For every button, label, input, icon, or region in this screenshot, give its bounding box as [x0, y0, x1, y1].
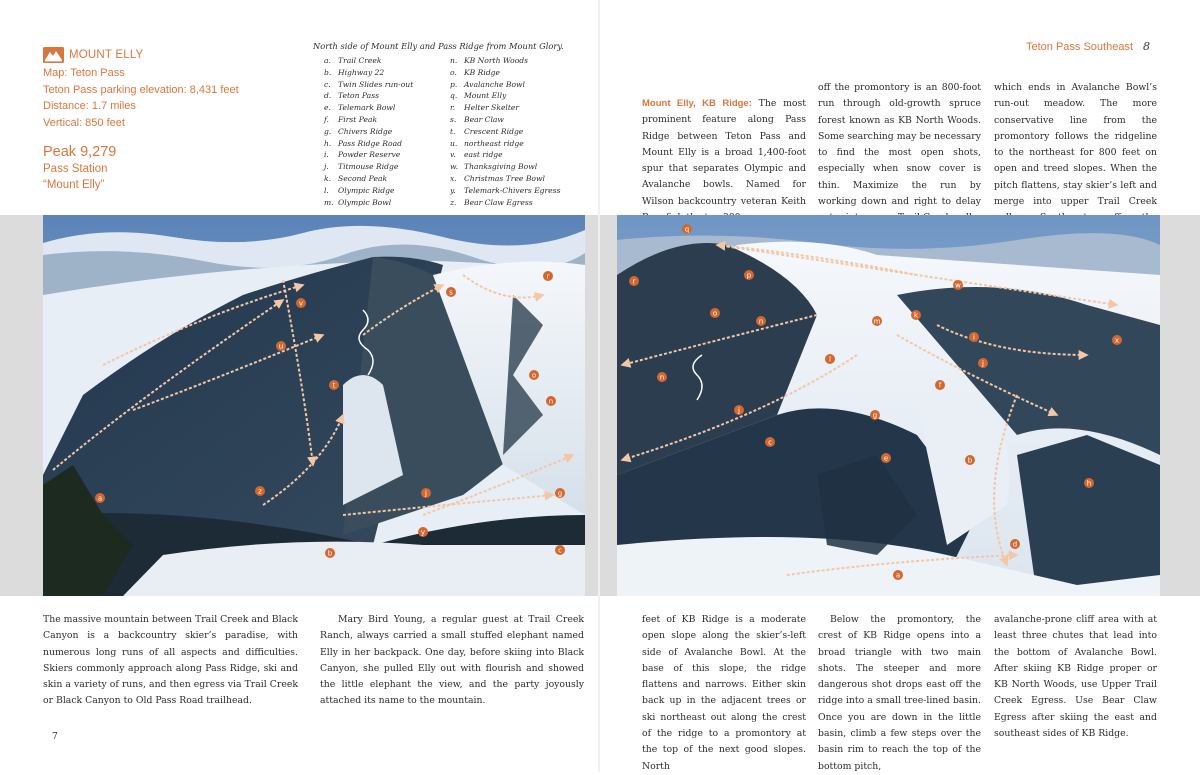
legend-label: east ridge [464, 150, 503, 160]
marker-label: o [531, 371, 537, 380]
text-paragraph: Mary Bird Young, a regular guest at Trail Creek Ranch, always carried a small stuffed elephant named Elly in her backpack. One day, before skiing into Black Canyon, she pulled Elly out with flourish and showed the little elephant the view, and the party joyously attached its name to the mountain. [320, 614, 584, 707]
route-info-sidebar [43, 47, 303, 193]
legend-key: m. [324, 197, 334, 207]
legend-key: p. [450, 79, 458, 89]
parking-elevation: Teton Pass parking elevation: 8,431 feet [43, 83, 239, 96]
marker-label: b [327, 549, 333, 558]
marker-label: l [829, 355, 831, 364]
marker-label: d [1012, 540, 1018, 549]
text-paragraph: avalanche-prone cliff area with at least three chutes that lead into the bottom of Avalanche Bowl. After skiing KB Ridge proper or KB North Woods, use Upper Trail Creek Egress. Use Bear Claw Egress after skiing the east and southeast sides of KB Ridge. [994, 614, 1157, 740]
marker-label: k [913, 311, 919, 320]
legend-key: c. [324, 79, 331, 89]
legend-label: Avalanche Bowl [464, 79, 525, 89]
legend-item [439, 102, 565, 114]
legend-label: Powder Reserve [338, 150, 401, 160]
marker-label: m [873, 317, 881, 326]
page-number-left: 7 [52, 732, 58, 742]
book-spine [598, 0, 600, 772]
marker-label: p [746, 271, 752, 280]
marker-label: w [955, 281, 961, 290]
text-paragraph: feet of KB Ridge is a moderate open slope along the skier’s-left side of Avalanche Bowl. At the base of this slope, the ridge flattens and narrows. Either skin back up in the adjacent trees or ski northeast out along the crest of the ridge to a promontory at the top of the next good slopes. North [642, 614, 806, 772]
legend-item [439, 173, 565, 185]
legend-key: r. [450, 103, 456, 113]
peak-subtitle-1: Pass Station [43, 163, 108, 175]
legend-label: Titmouse Ridge [338, 162, 399, 172]
text-column-top-2 [818, 80, 981, 227]
legend-key: q. [450, 91, 458, 101]
legend-key: s. [450, 114, 457, 124]
marker-label: h [1086, 479, 1092, 488]
legend-label: Bear Claw Egress [464, 197, 533, 207]
legend-item [313, 185, 439, 197]
legend-label: Telemark Bowl [338, 103, 396, 113]
legend-item [313, 102, 439, 114]
legend-key: o. [450, 67, 457, 77]
text-column-bottom-3 [994, 612, 1157, 742]
text-column-bottom-2 [818, 612, 981, 775]
legend-key: f. [324, 114, 329, 124]
marker-label: i [973, 333, 975, 342]
legend-key: x. [450, 173, 457, 183]
legend-key: t. [450, 126, 456, 136]
marker-label: n [758, 317, 764, 326]
marker-label: g [557, 489, 563, 498]
legend-key: g. [324, 126, 332, 136]
legend-item [439, 79, 565, 91]
marker-label: r [546, 272, 550, 281]
legend-key: j. [324, 162, 329, 172]
legend-label: Christmas Tree Bowl [464, 173, 545, 183]
text-column-left-1 [43, 612, 298, 710]
legend-column-2 [439, 55, 565, 208]
photo-north-side-mount-elly [43, 215, 585, 596]
legend-item [313, 149, 439, 161]
legend-label: Olympic Bowl [338, 197, 392, 207]
legend-item [313, 90, 439, 102]
legend-label: Highway 22 [338, 67, 385, 77]
legend-item [313, 161, 439, 173]
peak-name: Peak 9,279 [43, 144, 117, 160]
marker-label: b [967, 456, 973, 465]
peak-subtitle-2: “Mount Elly” [43, 179, 105, 191]
legend-item [313, 67, 439, 79]
legend-item [313, 114, 439, 126]
legend-label: Thanksgiving Bowl [464, 162, 538, 172]
legend-label: Chivers Ridge [338, 126, 393, 136]
legend-label: Second Peak [338, 173, 388, 183]
marker-label: n [659, 373, 665, 382]
legend-key: v. [450, 150, 456, 160]
legend-item [439, 197, 565, 209]
legend-key: z. [450, 197, 457, 207]
legend-item [439, 138, 565, 150]
marker-label: c [768, 438, 772, 447]
map-reference: Map: Teton Pass [43, 67, 125, 79]
legend-label: northeast ridge [464, 138, 524, 148]
mountain-logo-icon [43, 47, 64, 63]
page-number-right: 8 [1143, 40, 1150, 53]
legend-key: e. [324, 103, 331, 113]
route-distance: Distance: 1.7 miles [43, 100, 136, 112]
legend-item [313, 55, 439, 67]
marker-label: x [1114, 336, 1120, 345]
route-title-row [43, 47, 303, 63]
legend-item [313, 197, 439, 209]
marker-label: f [938, 381, 942, 390]
marker-label: n [548, 397, 554, 406]
legend-label: Twin Slides run-out [338, 79, 414, 89]
photo-caption: North side of Mount Elly and Pass Ridge from Mount Glory. [313, 41, 564, 51]
marker-label: r [632, 277, 636, 286]
marker-label: g [872, 411, 878, 420]
legend-item [439, 149, 565, 161]
legend-label: KB North Woods [464, 56, 529, 65]
legend-item [439, 90, 565, 102]
legend-label: Crescent Ridge [464, 126, 524, 136]
legend-item [313, 126, 439, 138]
legend-label: Telemark-Chivers Egress [464, 185, 561, 195]
legend-key: a. [324, 56, 331, 65]
kb-ridge-intro: The most prominent feature along Pass Ridge between Teton Pass and Mount Elly is a broad 1,400-foot spur that separates Olympic and Avalanche bowls. Named for Wilson backcountry veteran Keith [642, 98, 806, 207]
legend-key: b. [324, 67, 332, 77]
legend-item [439, 114, 565, 126]
photo-legend [313, 41, 573, 208]
legend-key: i. [324, 150, 329, 160]
text-column-bottom-1 [642, 612, 806, 775]
chapter-title: Teton Pass Southeast [1025, 41, 1133, 53]
route-title: MOUNT ELLY [69, 49, 144, 61]
legend-key: d. [324, 91, 332, 101]
annotated-photo-left [43, 215, 585, 596]
legend-label: KB Ridge [464, 67, 501, 77]
legend-key: l. [324, 185, 329, 195]
photo-kb-ridge [617, 215, 1160, 596]
marker-label: c [558, 546, 562, 555]
marker-label: o [712, 309, 718, 318]
running-head [1026, 40, 1150, 53]
marker-label: q [684, 225, 690, 234]
legend-key: u. [450, 138, 458, 148]
text-paragraph: The massive mountain between Trail Creek and Black Canyon is a backcountry skier’s paradise, with numerous long runs of all aspects and difficulties. Skiers commonly approach along Pass Ridge, ski and skin a variety of runs, and then egress via Trail Creek or Black Canyon to Old Pass Road trailhead. [43, 614, 298, 707]
legend-column-1 [313, 55, 439, 208]
legend-label: Mount Elly [464, 91, 507, 101]
legend-item [439, 185, 565, 197]
legend-key: w. [450, 162, 459, 172]
marker-label: a [97, 494, 103, 503]
text-paragraph: off the promontory is an 800-foot run through old-growth spruce forest known as KB North Woods. Some searching may be necessary to find the most open shots, especially when snow cover is thin. Maximize the run by working down and right to delay [818, 82, 981, 208]
legend-key: n. [450, 56, 458, 65]
marker-label: u [278, 342, 284, 351]
marker-label: j [425, 489, 427, 498]
legend-label: Olympic Ridge [338, 185, 395, 195]
kb-ridge-heading: Mount Elly, KB Ridge: [642, 98, 752, 109]
legend-item [313, 79, 439, 91]
marker-label: t [332, 381, 336, 390]
legend-label: Bear Claw [464, 114, 504, 124]
annotated-photo-right [617, 215, 1160, 596]
legend-label: Pass Ridge Road [338, 138, 402, 148]
legend-key: y. [450, 185, 456, 195]
text-paragraph: Below the promontory, the crest of KB Ridge opens into a broad triangle with two main shots. The steeper and more dangerous shot drops east off the ridge into a small tree-lined basin. Once you are down in the little basin, climb a few steps over the basin rim to reach the top of the bottom pitch, [818, 614, 981, 772]
legend-item [439, 126, 565, 138]
legend-key: k. [324, 173, 332, 183]
text-column-top-1 [642, 96, 806, 226]
marker-label: j [738, 406, 740, 415]
legend-item [439, 67, 565, 79]
marker-label: v [298, 299, 304, 308]
legend-item [439, 161, 565, 173]
legend-label: Teton Pass [338, 91, 379, 101]
marker-label: e [883, 454, 889, 463]
legend-label: Helter Skelter [464, 103, 520, 113]
legend-label: Trail Creek [338, 56, 382, 65]
peak-block [43, 143, 303, 193]
text-column-left-2 [320, 612, 584, 710]
text-paragraph: which ends in Avalanche Bowl’s run-out meadow. The more conservative line from the promontory follows the ridgeline to the northeast for 800 feet on open and treed slopes. When the pitch flattens, stay skier’s left and merge into upper Trail Creek [994, 82, 1157, 208]
legend-key: h. [324, 138, 332, 148]
marker-label: y [420, 528, 426, 537]
legend-item [313, 138, 439, 150]
marker-label: s [449, 288, 453, 297]
marker-label: a [895, 571, 901, 580]
legend-label: First Peak [338, 114, 378, 124]
legend-item [439, 55, 565, 67]
route-vertical: Vertical: 850 feet [43, 116, 125, 129]
marker-label: j [982, 359, 984, 368]
marker-label: z [258, 487, 262, 496]
legend-item [313, 173, 439, 185]
